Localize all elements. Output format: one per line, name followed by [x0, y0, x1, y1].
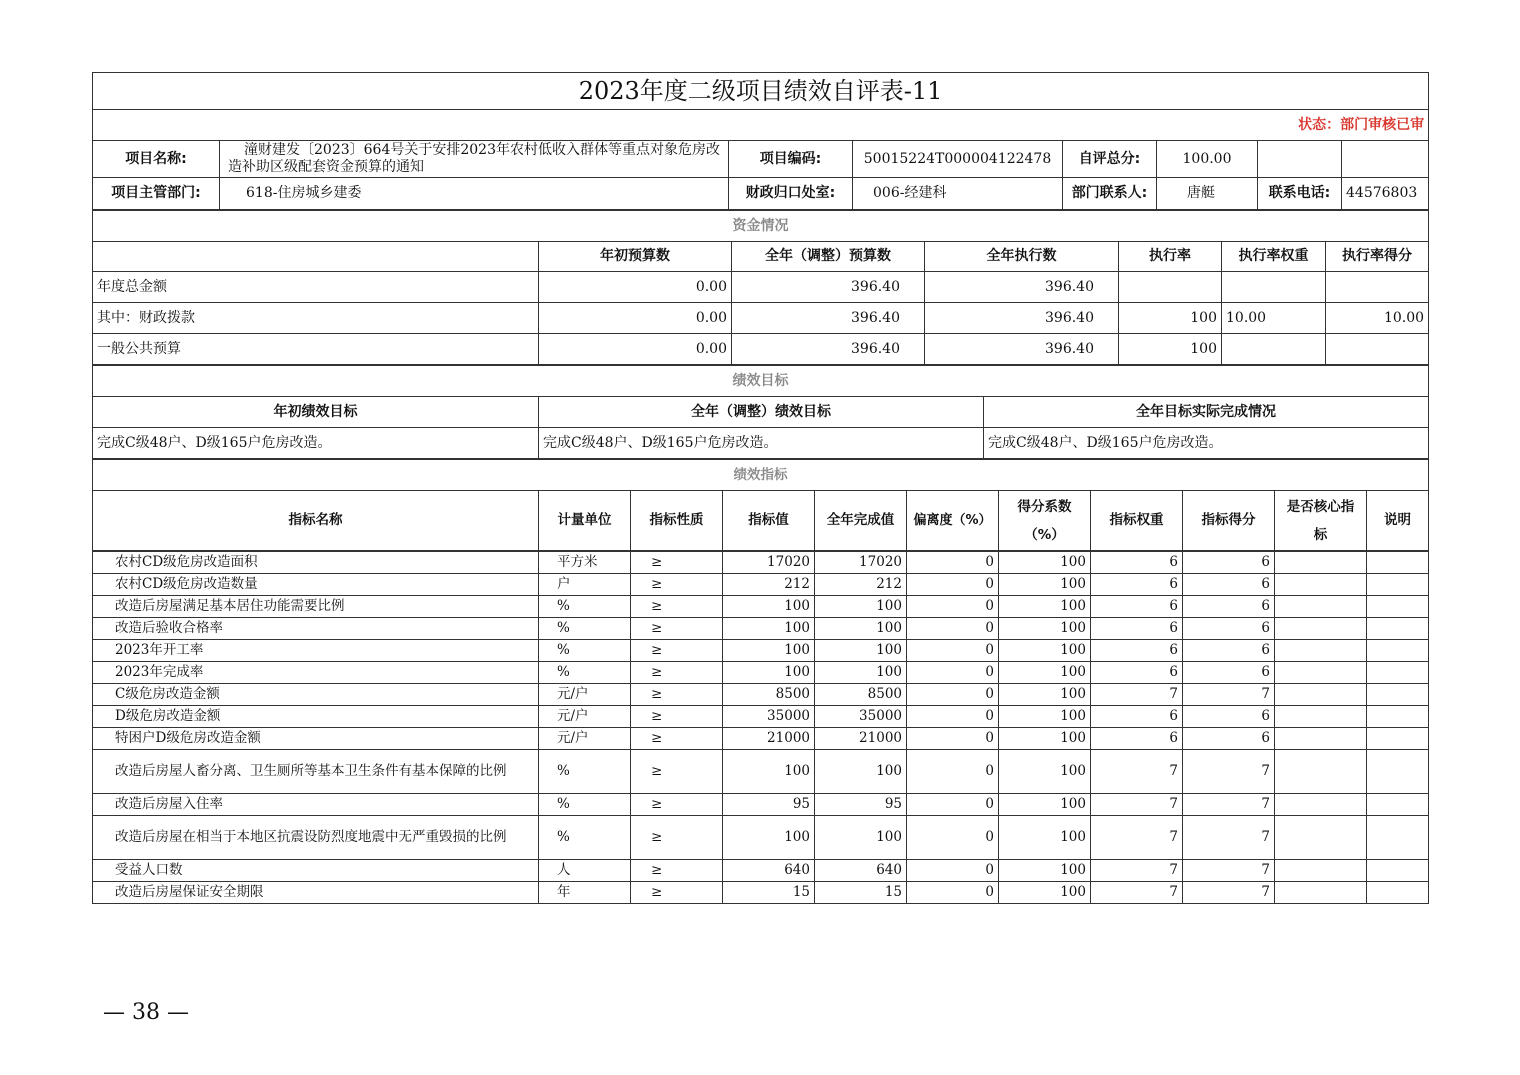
- indicator-deviation: 0: [907, 596, 999, 618]
- funds-score: [1326, 334, 1429, 365]
- indicator-row: [93, 574, 1429, 596]
- indicator-name: 改造后验收合格率: [93, 618, 539, 640]
- indicator-core: [1275, 750, 1367, 794]
- indicator-deviation: 0: [907, 706, 999, 728]
- indicator-nature: ≥: [631, 706, 723, 728]
- indicator-row: [93, 684, 1429, 706]
- indicator-name: 改造后房屋入住率: [93, 794, 539, 816]
- indicator-coef: 100: [999, 640, 1091, 662]
- indicator-core: [1275, 662, 1367, 684]
- indicators-header-row: [93, 491, 1429, 551]
- header-weight: 指标权重: [1091, 491, 1183, 551]
- header-coef: [999, 491, 1091, 551]
- indicator-coef: 100: [999, 816, 1091, 860]
- indicator-target: 100: [723, 662, 815, 684]
- indicator-coef: 100: [999, 574, 1091, 596]
- indicator-weight: 6: [1091, 728, 1183, 750]
- office-label: 财政归口处室:: [729, 178, 853, 210]
- indicator-note: [1367, 706, 1429, 728]
- indicator-note: [1367, 596, 1429, 618]
- indicator-actual: 15: [815, 882, 907, 904]
- indicator-coef: 100: [999, 750, 1091, 794]
- indicator-deviation: 0: [907, 684, 999, 706]
- project-name-value: 潼财建发〔2023〕664号关于安排2023年农村低收入群体等重点对象危房改造补助区级配套资金预算的通知: [220, 141, 729, 178]
- indicator-note: [1367, 728, 1429, 750]
- indicator-target: 21000: [723, 728, 815, 750]
- funds-header-rate: 执行率: [1119, 242, 1222, 272]
- indicator-deviation: 0: [907, 552, 999, 574]
- indicator-unit: %: [539, 750, 631, 794]
- indicator-note: [1367, 552, 1429, 574]
- indicator-row: [93, 706, 1429, 728]
- funds-header-blank: [93, 242, 539, 272]
- indicator-core: [1275, 640, 1367, 662]
- indicator-deviation: 0: [907, 640, 999, 662]
- funds-header-executed: 全年执行数: [925, 242, 1119, 272]
- indicator-score: 7: [1183, 794, 1275, 816]
- indicator-name: 改造后房屋人畜分离、卫生厕所等基本卫生条件有基本保障的比例: [93, 750, 539, 794]
- indicator-target: 100: [723, 618, 815, 640]
- funds-initial: 0.00: [539, 303, 732, 334]
- indicator-actual: 8500: [815, 684, 907, 706]
- blank-cell: [1342, 141, 1429, 178]
- goal-initial-value: 完成C级48户、D级165户危房改造。: [93, 428, 539, 459]
- indicator-unit: 平方米: [539, 552, 631, 574]
- goal-adjusted-value: 完成C级48户、D级165户危房改造。: [539, 428, 984, 459]
- goals-header-initial: 年初绩效目标: [93, 397, 539, 428]
- indicator-coef: 100: [999, 794, 1091, 816]
- funds-row: [93, 334, 1429, 365]
- indicator-nature: ≥: [631, 596, 723, 618]
- funds-score: [1326, 272, 1429, 303]
- indicator-coef: 100: [999, 860, 1091, 882]
- goals-header-actual: 全年目标实际完成情况: [984, 397, 1429, 428]
- header-core: [1275, 491, 1367, 551]
- header-score: 指标得分: [1183, 491, 1275, 551]
- indicator-weight: 7: [1091, 794, 1183, 816]
- indicator-nature: ≥: [631, 574, 723, 596]
- indicator-note: [1367, 640, 1429, 662]
- indicator-target: 8500: [723, 684, 815, 706]
- indicators-section-title: 绩效指标: [93, 460, 1429, 491]
- indicator-score: 6: [1183, 728, 1275, 750]
- header-target: 指标值: [723, 491, 815, 551]
- indicator-score: 7: [1183, 816, 1275, 860]
- dept-label: 项目主管部门:: [93, 178, 220, 210]
- indicator-score: 6: [1183, 706, 1275, 728]
- indicator-weight: 7: [1091, 882, 1183, 904]
- goals-header-adjusted: 全年（调整）绩效目标: [539, 397, 984, 428]
- indicator-score: 7: [1183, 684, 1275, 706]
- indicator-nature: ≥: [631, 816, 723, 860]
- indicator-note: [1367, 882, 1429, 904]
- indicator-deviation: 0: [907, 618, 999, 640]
- phone-label: 联系电话:: [1258, 178, 1342, 210]
- indicator-nature: ≥: [631, 750, 723, 794]
- funds-rate: 100: [1119, 334, 1222, 365]
- indicator-target: 17020: [723, 552, 815, 574]
- evaluation-sheet: [92, 72, 1428, 904]
- indicator-name: 农村CD级危房改造数量: [93, 574, 539, 596]
- funds-adjusted: 396.40: [732, 334, 925, 365]
- indicator-note: [1367, 750, 1429, 794]
- goals-section-title: 绩效目标: [93, 366, 1429, 397]
- indicator-coef: 100: [999, 706, 1091, 728]
- funds-header-adjusted: 全年（调整）预算数: [732, 242, 925, 272]
- indicators-table: [92, 459, 1429, 551]
- indicator-unit: %: [539, 662, 631, 684]
- indicator-core: [1275, 618, 1367, 640]
- funds-adjusted: 396.40: [732, 272, 925, 303]
- indicator-score: 6: [1183, 552, 1275, 574]
- indicator-weight: 6: [1091, 552, 1183, 574]
- indicator-core: [1275, 816, 1367, 860]
- funds-table: [92, 210, 1429, 365]
- indicator-actual: 100: [815, 596, 907, 618]
- indicator-score: 6: [1183, 618, 1275, 640]
- indicator-weight: 6: [1091, 662, 1183, 684]
- indicator-score: 7: [1183, 750, 1275, 794]
- indicator-coef: 100: [999, 662, 1091, 684]
- indicator-weight: 6: [1091, 618, 1183, 640]
- indicator-coef: 100: [999, 882, 1091, 904]
- indicator-target: 640: [723, 860, 815, 882]
- indicator-core: [1275, 794, 1367, 816]
- indicator-deviation: 0: [907, 860, 999, 882]
- page-title: 2023年度二级项目绩效自评表-11: [93, 73, 1429, 110]
- indicator-nature: ≥: [631, 684, 723, 706]
- header-note: 说明: [1367, 491, 1429, 551]
- indicator-nature: ≥: [631, 662, 723, 684]
- indicator-core: [1275, 596, 1367, 618]
- funds-executed: 396.40: [925, 334, 1119, 365]
- indicator-score: 7: [1183, 882, 1275, 904]
- funds-initial: 0.00: [539, 272, 732, 303]
- indicator-row: [93, 552, 1429, 574]
- indicator-core: [1275, 552, 1367, 574]
- funds-rate: 100: [1119, 303, 1222, 334]
- funds-executed: 396.40: [925, 272, 1119, 303]
- project-name-label: 项目名称:: [93, 141, 220, 178]
- indicator-score: 6: [1183, 640, 1275, 662]
- indicator-nature: ≥: [631, 640, 723, 662]
- funds-header-weight: 执行率权重: [1222, 242, 1326, 272]
- indicator-nature: ≥: [631, 618, 723, 640]
- indicator-row: [93, 816, 1429, 860]
- funds-weight: [1222, 334, 1326, 365]
- indicator-actual: 100: [815, 662, 907, 684]
- funds-rate: [1119, 272, 1222, 303]
- indicator-nature: ≥: [631, 794, 723, 816]
- indicator-weight: 6: [1091, 706, 1183, 728]
- indicator-name: 改造后房屋满足基本居住功能需要比例: [93, 596, 539, 618]
- indicator-row: [93, 794, 1429, 816]
- self-score-value: 100.00: [1157, 141, 1258, 178]
- funds-weight: [1222, 272, 1326, 303]
- funds-row: [93, 272, 1429, 303]
- indicator-unit: %: [539, 640, 631, 662]
- indicator-target: 35000: [723, 706, 815, 728]
- indicator-score: 6: [1183, 662, 1275, 684]
- indicator-name: D级危房改造金额: [93, 706, 539, 728]
- indicator-unit: %: [539, 816, 631, 860]
- funds-executed: 396.40: [925, 303, 1119, 334]
- indicator-nature: ≥: [631, 882, 723, 904]
- indicator-target: 100: [723, 596, 815, 618]
- indicator-row: [93, 618, 1429, 640]
- indicator-name: 改造后房屋在相当于本地区抗震设防烈度地震中无严重毁损的比例: [93, 816, 539, 860]
- indicator-core: [1275, 706, 1367, 728]
- indicator-core: [1275, 574, 1367, 596]
- indicator-deviation: 0: [907, 750, 999, 794]
- indicator-score: 6: [1183, 596, 1275, 618]
- indicator-target: 100: [723, 640, 815, 662]
- project-info-table: [92, 72, 1429, 210]
- indicator-core: [1275, 860, 1367, 882]
- indicator-actual: 17020: [815, 552, 907, 574]
- indicator-weight: 7: [1091, 816, 1183, 860]
- header-coef-line1: 得分系数: [1017, 498, 1072, 515]
- contact-label: 部门联系人:: [1063, 178, 1157, 210]
- contact-value: 唐艇: [1157, 178, 1258, 210]
- indicator-deviation: 0: [907, 816, 999, 860]
- funds-row: [93, 303, 1429, 334]
- indicator-row: [93, 860, 1429, 882]
- funds-row-label: 一般公共预算: [93, 334, 539, 365]
- header-actual: 全年完成值: [815, 491, 907, 551]
- indicator-row: [93, 750, 1429, 794]
- indicator-coef: 100: [999, 684, 1091, 706]
- header-name: 指标名称: [93, 491, 539, 551]
- indicator-core: [1275, 684, 1367, 706]
- indicator-row: [93, 640, 1429, 662]
- indicator-unit: %: [539, 794, 631, 816]
- indicator-weight: 6: [1091, 574, 1183, 596]
- indicator-unit: %: [539, 596, 631, 618]
- indicator-note: [1367, 860, 1429, 882]
- indicator-target: 100: [723, 750, 815, 794]
- indicator-target: 100: [723, 816, 815, 860]
- indicator-unit: 户: [539, 574, 631, 596]
- header-core-line1: 是否核心指: [1286, 498, 1355, 515]
- indicator-actual: 35000: [815, 706, 907, 728]
- indicator-note: [1367, 574, 1429, 596]
- indicator-nature: ≥: [631, 728, 723, 750]
- indicator-actual: 95: [815, 794, 907, 816]
- indicator-actual: 640: [815, 860, 907, 882]
- indicator-unit: 年: [539, 882, 631, 904]
- header-nature: 指标性质: [631, 491, 723, 551]
- indicator-note: [1367, 816, 1429, 860]
- indicator-coef: 100: [999, 728, 1091, 750]
- indicator-deviation: 0: [907, 882, 999, 904]
- status-badge: 状态：部门审核已审: [93, 110, 1429, 141]
- phone-value: 44576803: [1342, 178, 1429, 210]
- header-core-line2: 标: [1313, 526, 1328, 543]
- indicator-actual: 100: [815, 816, 907, 860]
- indicator-name: 受益人口数: [93, 860, 539, 882]
- header-deviation: 偏离度（%）: [907, 491, 999, 551]
- indicator-weight: 7: [1091, 684, 1183, 706]
- indicator-deviation: 0: [907, 662, 999, 684]
- indicator-name: C级危房改造金额: [93, 684, 539, 706]
- indicator-name: 2023年完成率: [93, 662, 539, 684]
- self-score-label: 自评总分:: [1063, 141, 1157, 178]
- indicator-row: [93, 882, 1429, 904]
- indicator-coef: 100: [999, 552, 1091, 574]
- indicator-note: [1367, 794, 1429, 816]
- project-code-value: 50015224T000004122478: [853, 141, 1063, 178]
- funds-header-score: 执行率得分: [1326, 242, 1429, 272]
- indicator-target: 212: [723, 574, 815, 596]
- indicator-target: 95: [723, 794, 815, 816]
- header-coef-line2: （%）: [1024, 526, 1065, 543]
- office-value: 006-经建科: [853, 178, 1063, 210]
- indicator-unit: 元/户: [539, 706, 631, 728]
- goal-actual-value: 完成C级48户、D级165户危房改造。: [984, 428, 1429, 459]
- indicator-name: 改造后房屋保证安全期限: [93, 882, 539, 904]
- indicator-actual: 212: [815, 574, 907, 596]
- indicator-row: [93, 596, 1429, 618]
- indicator-score: 7: [1183, 860, 1275, 882]
- indicator-deviation: 0: [907, 728, 999, 750]
- indicator-unit: 人: [539, 860, 631, 882]
- indicator-coef: 100: [999, 618, 1091, 640]
- indicator-actual: 21000: [815, 728, 907, 750]
- page-number: — 38 —: [103, 1000, 189, 1025]
- dept-value: 618-住房城乡建委: [220, 178, 729, 210]
- indicator-deviation: 0: [907, 574, 999, 596]
- funds-weight: 10.00: [1222, 303, 1326, 334]
- funds-section-title: 资金情况: [93, 211, 1429, 242]
- indicator-weight: 6: [1091, 640, 1183, 662]
- indicator-actual: 100: [815, 640, 907, 662]
- indicator-actual: 100: [815, 750, 907, 794]
- indicator-unit: 元/户: [539, 728, 631, 750]
- header-unit: 计量单位: [539, 491, 631, 551]
- indicator-actual: 100: [815, 618, 907, 640]
- funds-adjusted: 396.40: [732, 303, 925, 334]
- funds-initial: 0.00: [539, 334, 732, 365]
- indicator-note: [1367, 662, 1429, 684]
- indicator-unit: 元/户: [539, 684, 631, 706]
- funds-row-label: 年度总金额: [93, 272, 539, 303]
- indicator-coef: 100: [999, 596, 1091, 618]
- indicator-core: [1275, 882, 1367, 904]
- indicator-nature: ≥: [631, 552, 723, 574]
- funds-score: 10.00: [1326, 303, 1429, 334]
- indicators-body: [92, 551, 1429, 904]
- funds-row-label: 其中：财政拨款: [93, 303, 539, 334]
- funds-header-initial: 年初预算数: [539, 242, 732, 272]
- project-code-label: 项目编码:: [729, 141, 853, 178]
- indicator-weight: 6: [1091, 596, 1183, 618]
- indicator-deviation: 0: [907, 794, 999, 816]
- indicator-unit: %: [539, 618, 631, 640]
- indicator-name: 农村CD级危房改造面积: [93, 552, 539, 574]
- indicator-weight: 7: [1091, 860, 1183, 882]
- indicator-name: 2023年开工率: [93, 640, 539, 662]
- indicator-score: 6: [1183, 574, 1275, 596]
- goals-table: [92, 365, 1429, 459]
- blank-cell: [1258, 141, 1342, 178]
- indicator-core: [1275, 728, 1367, 750]
- indicator-target: 15: [723, 882, 815, 904]
- indicator-note: [1367, 684, 1429, 706]
- indicator-weight: 7: [1091, 750, 1183, 794]
- indicator-row: [93, 662, 1429, 684]
- indicator-note: [1367, 618, 1429, 640]
- indicator-name: 特困户D级危房改造金额: [93, 728, 539, 750]
- indicator-nature: ≥: [631, 860, 723, 882]
- indicator-row: [93, 728, 1429, 750]
